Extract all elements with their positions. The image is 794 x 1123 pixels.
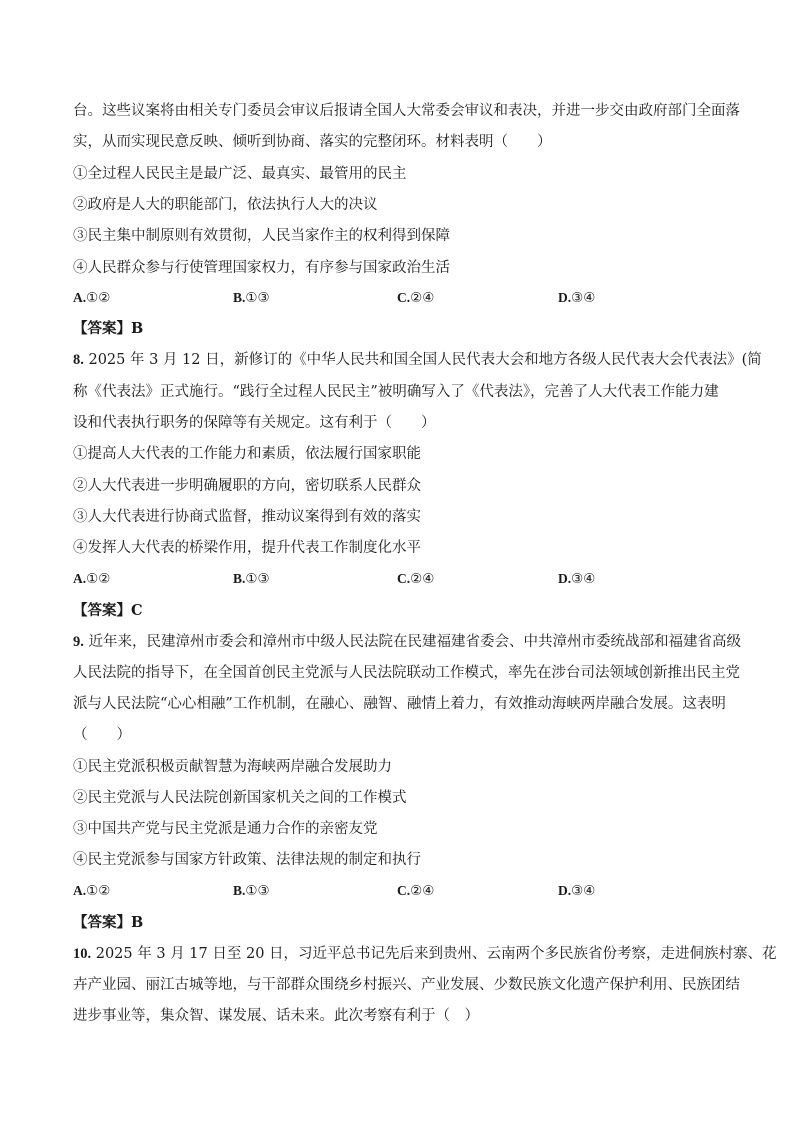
q8-statement-1: ①提高人大代表的工作能力和素质，依法履行国家职能 xyxy=(73,446,421,462)
q8-stem-line-1 xyxy=(73,350,762,370)
question-number: 10. xyxy=(73,946,92,962)
option-text: ②④ xyxy=(410,571,435,587)
q8-stem-line-2: 称《代表法》正式施行。“践行全过程人民民主”被明确写入了《代表法》，完善了人大代表工作能力建 xyxy=(73,384,719,400)
option-text: ③④ xyxy=(571,571,596,587)
option-text: ②④ xyxy=(410,883,435,899)
q8-statement-3: ③人大代表进行协商式监督，推动议案得到有效的落实 xyxy=(73,509,421,525)
q7-option-c xyxy=(397,288,434,308)
q9-stem-line-2: 人民法院的指导下，在全国首创民主党派与人民法院联动工作模式，率先在涉台司法领域创新推出民主党 xyxy=(73,665,740,681)
q8-option-c xyxy=(397,569,434,589)
q10-stem-line-2: 卉产业园、丽江古城等地，与干部群众围绕乡村振兴、产业发展、少数民族文化遗产保护利用、民族团结 xyxy=(73,977,740,993)
q8-stem-line-3: 设和代表执行职务的保障等有关规定。这有利于（ ） xyxy=(73,415,436,431)
option-text: ②④ xyxy=(410,290,435,306)
q9-stem-text-1: 近年来，民建漳州市委会和漳州市中级人民法院在民建福建省委会、中共漳州市委统战部和福建省高级 xyxy=(88,634,741,650)
q9-statement-3: ③中国共产党与民主党派是通力合作的亲密友党 xyxy=(73,821,378,837)
q8-option-b xyxy=(233,569,270,589)
q9-statement-4: ④民主党派参与国家方针政策、法律法规的制定和执行 xyxy=(73,852,421,868)
option-text: ①③ xyxy=(245,883,270,899)
option-letter: A. xyxy=(73,571,87,586)
q10-stem-line-3: 进步事业等，集众智、谋发展、话未来。此次考察有利于（ ） xyxy=(73,1008,479,1024)
option-text: ①② xyxy=(86,571,111,587)
q9-answer: 【答案】B xyxy=(73,914,144,931)
q10-stem-line-1 xyxy=(73,944,777,964)
q7-stem-line-1: 台。这些议案将由相关专门委员会审议后报请全国人大常委会审议和表决，并进一步交由政府部门全面落 xyxy=(73,103,740,119)
option-text: ①② xyxy=(86,290,111,306)
q9-option-d xyxy=(558,881,595,901)
q8-statement-2: ②人大代表进一步明确履职的方向，密切联系人民群众 xyxy=(73,478,421,494)
q9-option-b xyxy=(233,881,270,901)
q9-stem-line-3: 派与人民法院“心心相融”工作机制，在融心、融智、融情上着力，有效推动海峡两岸融合发展。这表明 xyxy=(73,696,726,712)
question-number: 8. xyxy=(73,352,84,368)
option-letter: D. xyxy=(558,290,572,305)
q8-answer: 【答案】C xyxy=(73,602,143,619)
option-text: ①② xyxy=(86,883,111,899)
q7-option-b xyxy=(233,288,270,308)
q7-statement-3: ③民主集中制原则有效贯彻，人民当家作主的权利得到保障 xyxy=(73,228,450,244)
option-letter: C. xyxy=(397,883,411,898)
option-text: ①③ xyxy=(245,290,270,306)
option-letter: B. xyxy=(233,290,246,305)
option-text: ③④ xyxy=(571,883,596,899)
q9-option-a xyxy=(73,881,110,901)
q8-statement-4: ④发挥人大代表的桥梁作用，提升代表工作制度化水平 xyxy=(73,540,421,556)
question-number: 9. xyxy=(73,634,84,650)
q8-option-a xyxy=(73,569,110,589)
option-letter: B. xyxy=(233,883,246,898)
option-letter: D. xyxy=(558,883,572,898)
q9-option-c xyxy=(397,881,434,901)
q7-statement-1: ①全过程人民民主是最广泛、最真实、最管用的民主 xyxy=(73,166,407,182)
q7-option-a xyxy=(73,288,110,308)
q7-statement-4: ④人民群众参与行使管理国家权力，有序参与国家政治生活 xyxy=(73,260,450,276)
q7-stem-line-2: 实，从而实现民意反映、倾听到协商、落实的完整闭环。材料表明（ ） xyxy=(73,134,552,150)
option-letter: C. xyxy=(397,571,411,586)
option-letter: A. xyxy=(73,883,87,898)
option-letter: C. xyxy=(397,290,411,305)
option-text: ①③ xyxy=(245,571,270,587)
q9-stem-line-4: （ ） xyxy=(73,727,131,743)
q9-statement-2: ②民主党派与人民法院创新国家机关之间的工作模式 xyxy=(73,790,407,806)
option-letter: D. xyxy=(558,571,572,586)
q9-statement-1: ①民主党派积极贡献智慧为海峡两岸融合发展助力 xyxy=(73,759,392,775)
q9-stem-line-1 xyxy=(73,632,741,652)
option-letter: A. xyxy=(73,290,87,305)
option-text: ③④ xyxy=(571,290,596,306)
q8-option-d xyxy=(558,569,595,589)
q8-stem-text-1: 2025 年 3 月 12 日，新修订的《中华人民共和国全国人民代表大会和地方各级人民代表大会代表法》(简 xyxy=(88,352,762,368)
q7-option-d xyxy=(558,288,595,308)
q10-stem-text-1: 2025 年 3 月 17 日至 20 日，习近平总书记先后来到贵州、云南两个多民族省份考察，走进侗族村寨、花 xyxy=(95,946,777,962)
option-letter: B. xyxy=(233,571,246,586)
q7-statement-2: ②政府是人大的职能部门，依法执行人大的决议 xyxy=(73,197,378,213)
q7-answer: 【答案】B xyxy=(73,320,144,337)
